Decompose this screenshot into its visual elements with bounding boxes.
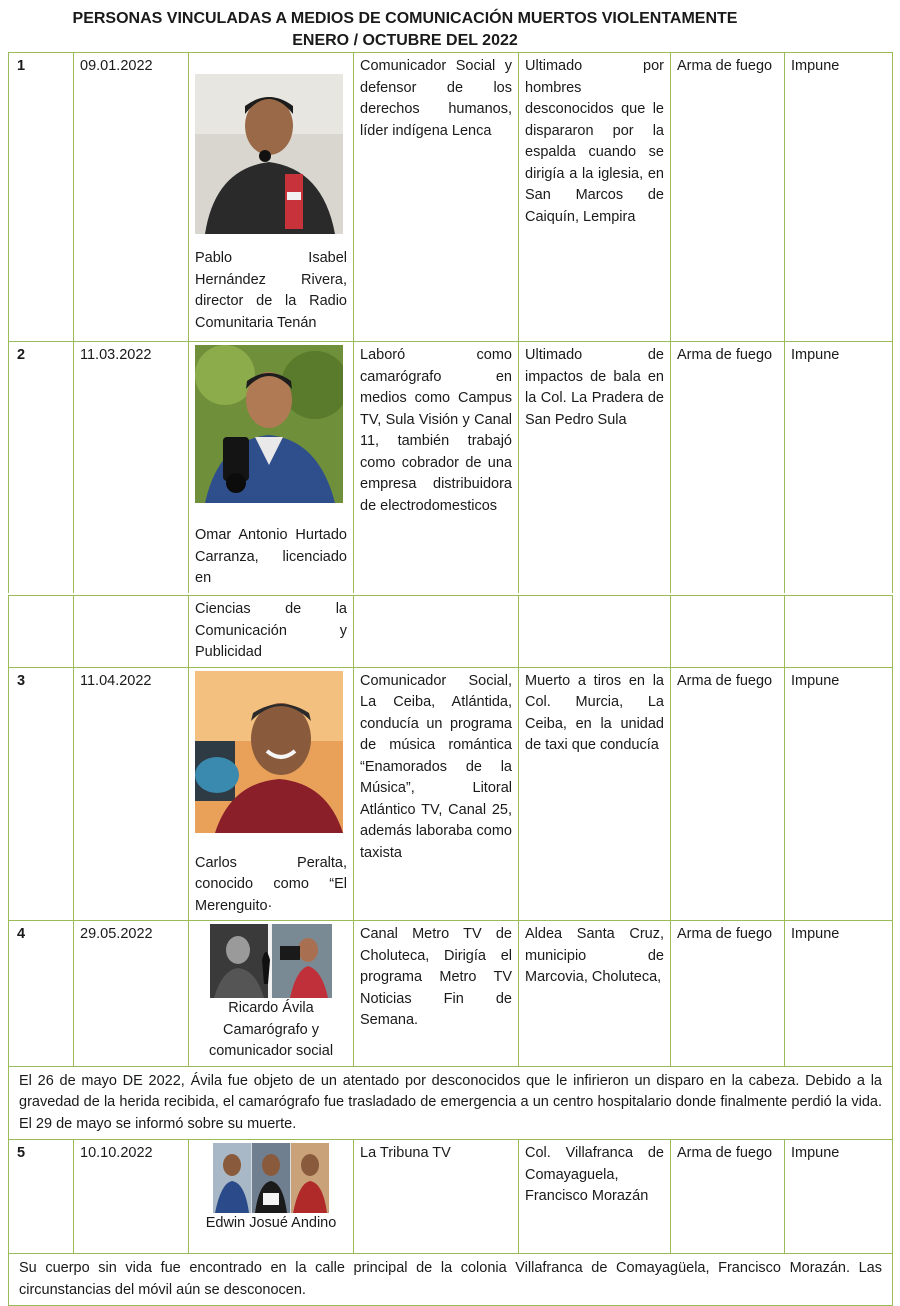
table-row [9, 1066, 893, 1140]
record-date: 11.03.2022 [74, 342, 189, 593]
weapon: Arma de fuego [671, 667, 785, 921]
record-number: 2 [9, 342, 74, 593]
victim-cell [189, 1140, 354, 1254]
victim-photo [210, 924, 332, 998]
case-status: Impune [785, 921, 893, 1067]
death-circumstance: Muerto a tiros en la Col. Murcia, La Ceiba, en la unidad de taxi que conducía [519, 667, 671, 921]
case-status: Impune [785, 667, 893, 921]
victim-role: Canal Metro TV de Choluteca, Dirigía el programa Metro TV Noticias Fin de Semana. [354, 921, 519, 1067]
victim-caption: Carlos Peralta, conocido como “El Merenguito· [195, 854, 347, 914]
table-row [9, 667, 893, 921]
weapon: Arma de fuego [671, 53, 785, 342]
death-circumstance: Ultimado por hombres desconocidos que le dispararon por la espalda cuando se dirigía a la iglesia, en San Marcos de Caiquín, Lempira [519, 53, 671, 342]
table-row [9, 921, 893, 1067]
weapon: Arma de fuego [671, 921, 785, 1067]
victim-caption: Edwin Josué Andino [205, 1215, 337, 1231]
record-date: 11.04.2022 [74, 667, 189, 921]
victim-photo [195, 74, 343, 234]
record-number: 3 [9, 667, 74, 921]
victim-caption: Pablo Isabel Hernández Rivera, director de la Radio Comunitaria Tenán [195, 250, 347, 331]
victim-cell [189, 53, 354, 342]
victim-role: Comunicador Social, La Ceiba, Atlántida, conducía un programa de música romántica “Enamorados de la Música”, Litoral Atlántico TV, Canal 25, además laboraba como taxista [354, 667, 519, 921]
victim-cell [189, 342, 354, 593]
death-circumstance: Aldea Santa Cruz, municipio de Marcovia, Choluteca, [519, 921, 671, 1067]
document-title-line-2: ENERO / OCTUBRE DEL 2022 [292, 32, 518, 49]
case-status: Impune [785, 53, 893, 342]
table-row [9, 342, 893, 593]
victim-cell [189, 921, 354, 1067]
case-status: Impune [785, 1140, 893, 1254]
victim-role: La Tribuna TV [354, 1140, 519, 1254]
weapon: Arma de fuego [671, 342, 785, 593]
victim-photo [195, 671, 343, 833]
victim-role: Laboró como camarógrafo en medios como Campus TV, Sula Visión y Canal 11, también trabajó como cobrador de una empresa distribuidora de electrodomesticos [354, 342, 519, 593]
record-date: 10.10.2022 [74, 1140, 189, 1254]
table-row [9, 53, 893, 342]
weapon: Arma de fuego [671, 1140, 785, 1254]
table-row [9, 1140, 893, 1254]
victim-caption: Ricardo Ávila Camarógrafo y comunicador social [208, 1000, 334, 1059]
record-note: El 26 de mayo DE 2022, Ávila fue objeto de un atentado por desconocidos que le infirieron un disparo en la cabeza. Debido a la gravedad de la herida recibida, el camarógrafo fue trasladado de emergencia a un centro hospitalario donde finalmente perdió la vida. El 29 de mayo se informó sobre su muerte. [9, 1066, 893, 1140]
record-number: 4 [9, 921, 74, 1067]
victims-table-part-1 [8, 52, 893, 593]
victim-cell [189, 667, 354, 921]
victims-table-part-2 [8, 595, 893, 1306]
victim-photo [195, 345, 343, 503]
death-circumstance: Col. Villafranca de Comayaguela, Francisco Morazán [519, 1140, 671, 1254]
victim-role: Comunicador Social y defensor de los derechos humanos, líder indígena Lenca [354, 53, 519, 342]
victim-caption: Omar Antonio Hurtado Carranza, licenciado en [195, 527, 347, 586]
record-number: 5 [9, 1140, 74, 1254]
case-status: Impune [785, 342, 893, 593]
record-date: 29.05.2022 [74, 921, 189, 1067]
record-note: Su cuerpo sin vida fue encontrado en la calle principal de la colonia Villafranca de Comayagüela, Francisco Morazán. Las circunstancias del móvil aún se desconocen. [9, 1254, 893, 1306]
death-circumstance: Ultimado de impactos de bala en la Col. La Pradera de San Pedro Sula [519, 342, 671, 593]
table-row [9, 1254, 893, 1306]
record-date: 09.01.2022 [74, 53, 189, 342]
victim-photo [213, 1143, 329, 1213]
document-title-line-1: PERSONAS VINCULADAS A MEDIOS DE COMUNICACIÓN MUERTOS VIOLENTAMENTE [72, 10, 738, 27]
victim-caption-continued: Ciencias de la Comunicación y Publicidad [189, 596, 354, 668]
table-row [9, 596, 893, 668]
record-number: 1 [9, 53, 74, 342]
